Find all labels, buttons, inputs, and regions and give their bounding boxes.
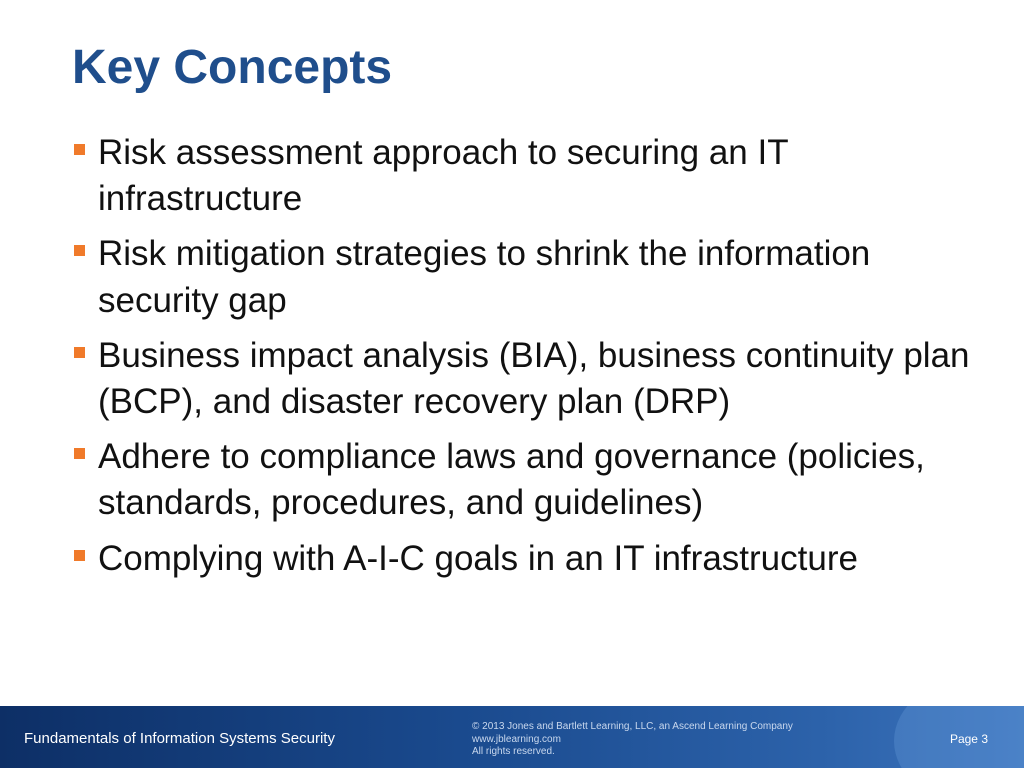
slide-title: Key Concepts [72,41,393,94]
bullet-text: Risk mitigation strategies to shrink the information security gap [98,234,871,320]
square-bullet-icon [74,144,85,155]
page-number: Page 3 [949,732,988,746]
square-bullet-icon [74,550,85,561]
square-bullet-icon [74,245,85,256]
footer-bar [0,706,1024,768]
footer-copyright [472,721,793,759]
bullet-list [72,130,992,591]
bullet-text: Risk assessment approach to securing an IT infrastructure [98,133,788,219]
square-bullet-icon [74,448,85,459]
bullet-text: Adhere to compliance laws and governance (policies, standards, procedures, and guidelines) [98,437,925,523]
bullet-text: Business impact analysis (BIA), business continuity plan (BCP), and disaster recovery plan (DRP) [98,335,970,421]
rights-line: All rights reserved. [472,746,555,757]
footer-course-title: Fundamentals of Information Systems Security [24,730,335,747]
bullet-text: Complying with A-I-C goals in an IT infrastructure [98,538,858,578]
bullet-item [72,434,992,526]
square-bullet-icon [74,347,85,358]
bullet-item [72,536,992,582]
bullet-item [72,333,992,425]
bullet-item [72,231,992,323]
website-line: www.jblearning.com [472,733,561,745]
copyright-line: © 2013 Jones and Bartlett Learning, LLC, an Ascend Learning Company [472,721,793,732]
bullet-item [72,130,992,222]
